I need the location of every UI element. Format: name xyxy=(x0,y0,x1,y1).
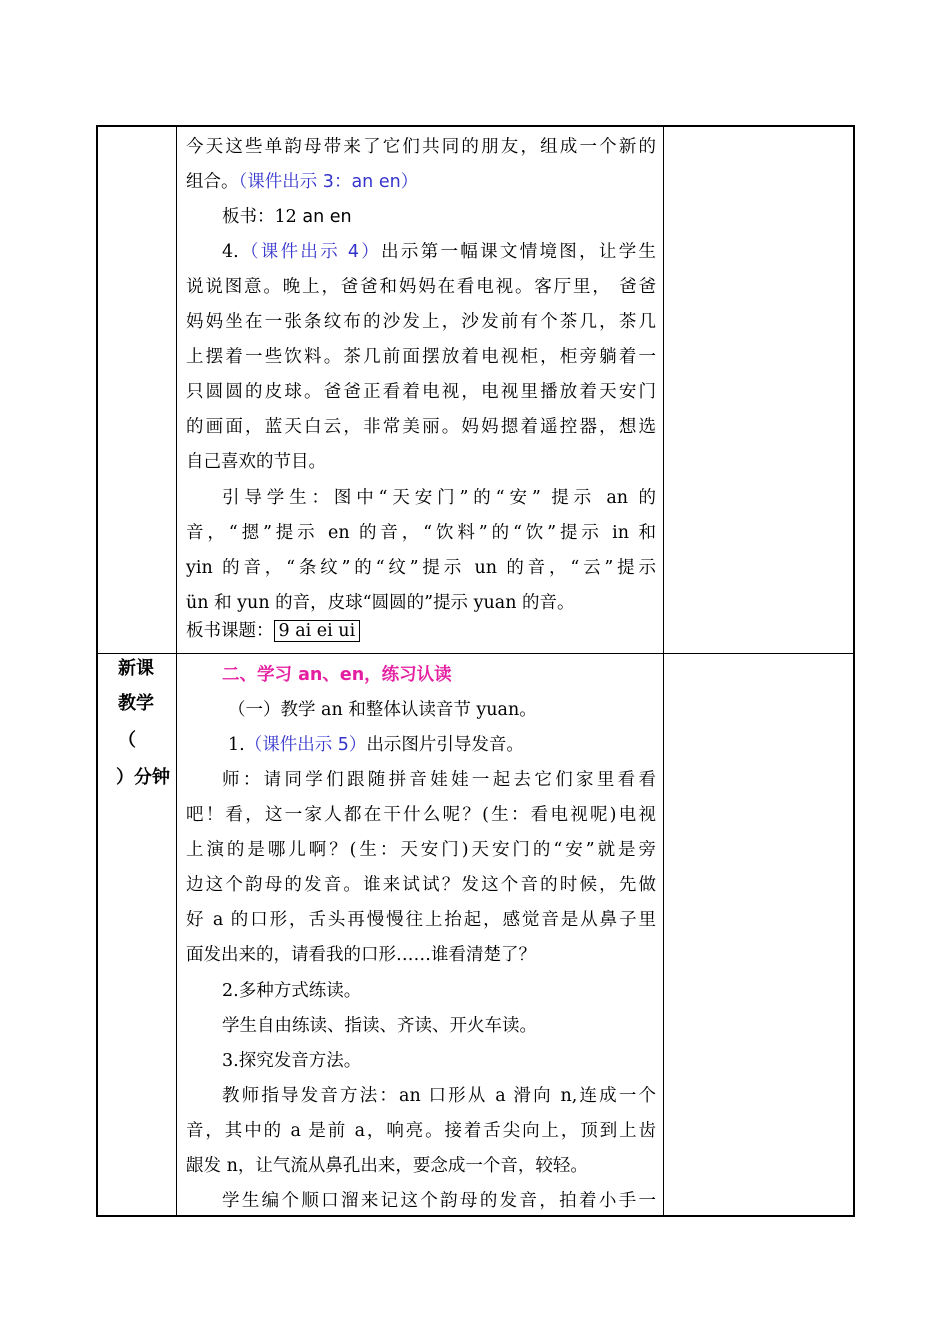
text-line: 引导学生：图中“天安门”的“安” 提示 an 的 xyxy=(222,488,656,508)
text-line: 音，“摁”提示 en 的音，“饮料”的“饮”提示 in 和 xyxy=(186,523,656,543)
text-line: ün 和 yun 的音，皮球“圆圆的”提示 yuan 的音。 xyxy=(186,593,575,613)
text-line: 龈发 n，让气流从鼻孔出来，要念成一个音，较轻。 xyxy=(186,1156,588,1176)
text-line: （一）教学 an 和整体认读音节 yuan。 xyxy=(228,700,537,720)
courseware-note: （课件出示 4） xyxy=(238,242,382,262)
text-line: yin 的音，“条纹”的“纹”提示 un 的音，“云”提示 xyxy=(186,558,656,578)
text-line: 今天这些单韵母带来了它们共同的朋友，组成一个新的 xyxy=(186,137,656,157)
text-line: 4.（课件出示 4）出示第一幅课文情境图，让学生 xyxy=(222,242,657,262)
side-label-line: ）分钟 xyxy=(116,767,170,788)
text-line: 板书课题： 9 ai ei ui xyxy=(186,621,656,641)
text-line: 妈妈坐在一张条纹布的沙发上，沙发前有个茶几，茶几 xyxy=(186,312,656,332)
text-line: 2.多种方式练读。 xyxy=(222,981,362,1001)
column-divider-right xyxy=(663,127,664,1215)
text-line: 上摆着一些饮料。茶几前面摆放着电视柜，柜旁躺着一 xyxy=(186,347,656,367)
section-heading: 二、学习 an、en，练习认读 xyxy=(222,665,452,685)
side-label-line: 新课 xyxy=(118,658,154,679)
board-title-box: 9 ai ei ui xyxy=(274,620,361,642)
side-label-line: （ xyxy=(118,730,136,751)
text-line: 音，其中的 a 是前 a，响亮。接着舌尖向上，顶到上齿 xyxy=(186,1121,656,1141)
text-line: 吧！看，这一家人都在干什么呢？(生：看电视呢)电视 xyxy=(186,805,656,825)
text-line: 自己喜欢的节目。 xyxy=(186,452,326,472)
text-line: 学生自由练读、指读、齐读、开火车读。 xyxy=(222,1016,537,1036)
text-line: 边这个韵母的发音。谁来试试？发这个音的时候，先做 xyxy=(186,875,656,895)
text-line: 组合。（课件出示 3：an en） xyxy=(186,172,419,192)
row-divider xyxy=(98,653,853,654)
text-line: 3.探究发音方法。 xyxy=(222,1051,362,1071)
text-line: 板书：12 an en xyxy=(222,207,352,227)
text-line: 上演的是哪儿啊？(生：天安门)天安门的“安”就是旁 xyxy=(186,840,656,860)
side-label-line: 教学 xyxy=(118,693,154,714)
text-line: 的画面，蓝天白云，非常美丽。妈妈摁着遥控器，想选 xyxy=(186,417,656,437)
courseware-note: （课件出示 3：an en） xyxy=(238,172,419,192)
text-line: 师：请同学们跟随拼音娃娃一起去它们家里看看 xyxy=(222,770,656,790)
text-line: 学生编个顺口溜来记这个韵母的发音，拍着小手一 xyxy=(222,1191,656,1211)
text-line: 好 a 的口形，舌头再慢慢往上抬起，感觉音是从鼻子里 xyxy=(186,910,656,930)
column-divider-left xyxy=(176,127,177,1215)
text-line: 1.（课件出示 5）出示图片引导发音。 xyxy=(228,735,524,755)
text-line: 只圆圆的皮球。爸爸正看着电视，电视里播放着天安门 xyxy=(186,382,656,402)
text-line: 面发出来的，请看我的口形……谁看清楚了？ xyxy=(186,945,536,965)
text-line: 说说图意。晚上，爸爸和妈妈在看电视。客厅里， 爸爸 xyxy=(186,277,656,297)
courseware-note: （课件出示 5） xyxy=(244,735,367,755)
text-line: 教师指导发音方法：an 口形从 a 滑向 n,连成一个 xyxy=(222,1086,656,1106)
